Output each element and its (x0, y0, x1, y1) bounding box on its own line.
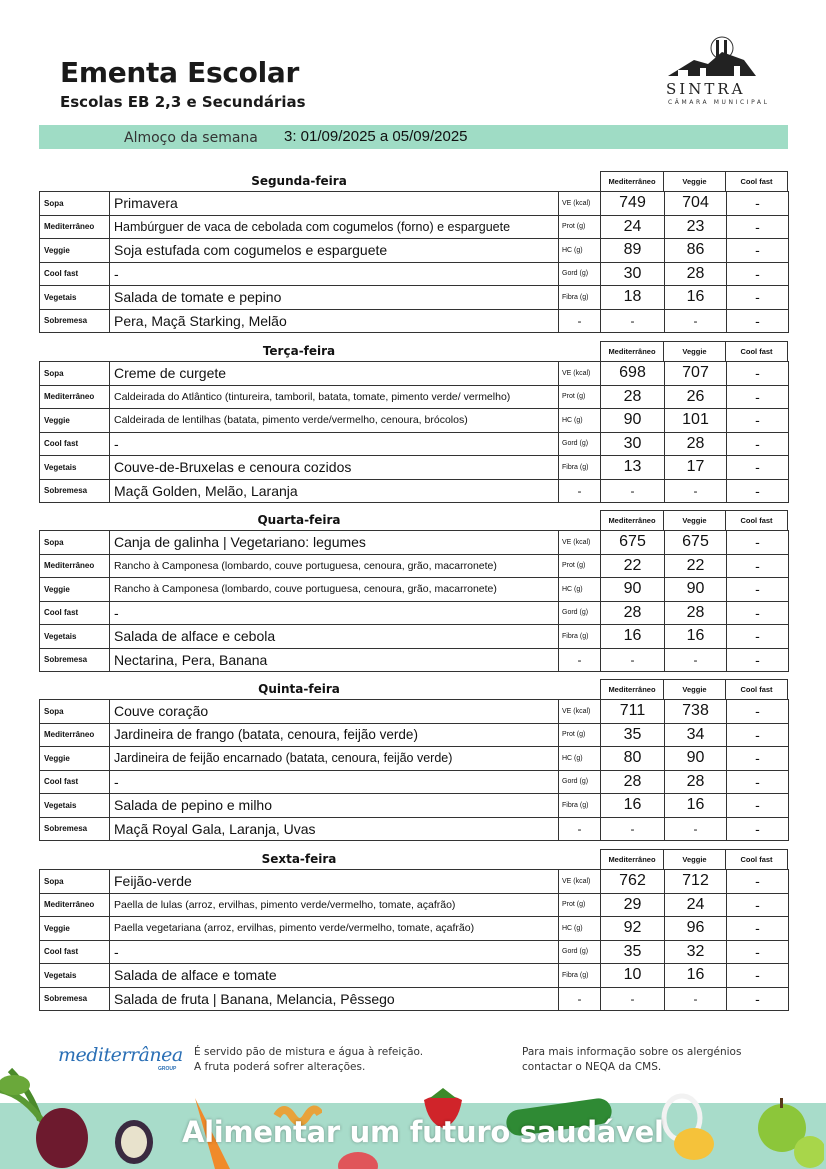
col-head-mediterraneo: Mediterrâneo (600, 679, 664, 699)
page-title: Ementa Escolar (60, 56, 299, 89)
value-mediterraneo: - (601, 310, 665, 334)
col-head-veggie: Veggie (664, 679, 726, 699)
dish-name: Jardineira de frango (batata, cenoura, feijão verde) (110, 724, 559, 748)
mediterranea-logo: mediterrânea (58, 1044, 183, 1066)
row-label: Vegetais (40, 964, 110, 988)
value-cool-fast: - (727, 724, 789, 748)
row-label: Sobremesa (40, 310, 110, 334)
value-veggie: 24 (665, 894, 727, 918)
value-cool-fast: - (727, 480, 789, 504)
value-veggie: 96 (665, 917, 727, 941)
value-veggie: 34 (665, 724, 727, 748)
row-label: Sopa (40, 531, 110, 555)
value-mediterraneo: - (601, 649, 665, 673)
table-row (40, 649, 789, 673)
value-mediterraneo: 89 (601, 239, 665, 263)
nutrient-label: Gord (g) (559, 771, 601, 795)
day-table (39, 699, 789, 841)
nutrient-label: Fibra (g) (559, 286, 601, 310)
value-cool-fast: - (727, 894, 789, 918)
table-row (40, 310, 789, 334)
row-label: Veggie (40, 239, 110, 263)
day-table (39, 530, 789, 672)
mediterranea-logo-sub: GROUP (158, 1066, 177, 1072)
nutrient-label: - (559, 649, 601, 673)
table-row (40, 263, 789, 287)
nutrient-label: Prot (g) (559, 386, 601, 410)
row-label: Cool fast (40, 602, 110, 626)
value-mediterraneo: 698 (601, 362, 665, 386)
value-cool-fast: - (727, 870, 789, 894)
row-label: Sopa (40, 700, 110, 724)
value-cool-fast: - (727, 941, 789, 965)
value-cool-fast: - (727, 310, 789, 334)
value-cool-fast: - (727, 964, 789, 988)
nutrient-label: HC (g) (559, 578, 601, 602)
strawberry-slice-icon (336, 1152, 380, 1169)
col-head-cool-fast: Cool fast (726, 341, 788, 361)
footer-slogan: Alimentar um futuro saudável (182, 1115, 664, 1149)
nutrient-label: VE (kcal) (559, 362, 601, 386)
value-mediterraneo: 90 (601, 409, 665, 433)
value-cool-fast: - (727, 917, 789, 941)
value-veggie: 28 (665, 433, 727, 457)
dish-name: Couve-de-Bruxelas e cenoura cozidos (110, 456, 559, 480)
value-mediterraneo: 711 (601, 700, 665, 724)
col-head-cool-fast: Cool fast (726, 679, 788, 699)
nutrient-label: Gord (g) (559, 941, 601, 965)
row-label: Cool fast (40, 263, 110, 287)
col-head-mediterraneo: Mediterrâneo (600, 171, 664, 191)
sintra-palace-icon (664, 30, 764, 110)
value-cool-fast: - (727, 649, 789, 673)
beetroot-icon (0, 1060, 100, 1169)
value-mediterraneo: 10 (601, 964, 665, 988)
value-mediterraneo: 35 (601, 941, 665, 965)
value-mediterraneo: 749 (601, 192, 665, 216)
value-veggie: 32 (665, 941, 727, 965)
value-cool-fast: - (727, 286, 789, 310)
day-name: Segunda-feira (251, 174, 347, 188)
value-cool-fast: - (727, 456, 789, 480)
table-row (40, 700, 789, 724)
value-cool-fast: - (727, 602, 789, 626)
nutrient-label: Gord (g) (559, 602, 601, 626)
value-mediterraneo: 13 (601, 456, 665, 480)
row-label: Sobremesa (40, 649, 110, 673)
value-veggie: - (665, 988, 727, 1012)
nutrient-label: Prot (g) (559, 894, 601, 918)
value-cool-fast: - (727, 386, 789, 410)
value-cool-fast: - (727, 771, 789, 795)
table-row (40, 286, 789, 310)
dish-name: Salada de alface e cebola (110, 625, 559, 649)
row-label: Veggie (40, 747, 110, 771)
row-label: Sobremesa (40, 480, 110, 504)
table-row (40, 988, 789, 1012)
nutrient-label: HC (g) (559, 409, 601, 433)
logo-subtitle: CÂMARA MUNICIPAL (668, 99, 770, 106)
dish-name: Salada de alface e tomate (110, 964, 559, 988)
value-veggie: 16 (665, 964, 727, 988)
nutrient-label: VE (kcal) (559, 700, 601, 724)
dish-name: Caldeirada do Atlântico (tintureira, tamboril, batata, tomate, pimento verde/ vermelho) (110, 386, 559, 410)
nutrient-label: Gord (g) (559, 433, 601, 457)
day-name: Quarta-feira (257, 513, 341, 527)
day-name: Terça-feira (262, 344, 336, 358)
day-header (39, 340, 789, 361)
value-veggie: 16 (665, 286, 727, 310)
day-table (39, 869, 789, 1011)
row-label: Sobremesa (40, 988, 110, 1012)
row-label: Cool fast (40, 771, 110, 795)
value-cool-fast: - (727, 555, 789, 579)
value-mediterraneo: 35 (601, 724, 665, 748)
col-head-cool-fast: Cool fast (726, 510, 788, 530)
row-label: Mediterrâneo (40, 386, 110, 410)
row-label: Vegetais (40, 794, 110, 818)
value-veggie: 17 (665, 456, 727, 480)
value-cool-fast: - (727, 700, 789, 724)
value-mediterraneo: 80 (601, 747, 665, 771)
value-mediterraneo: - (601, 988, 665, 1012)
dish-name: - (110, 433, 559, 457)
table-row (40, 239, 789, 263)
table-row (40, 362, 789, 386)
value-cool-fast: - (727, 362, 789, 386)
dish-name: Maçã Golden, Melão, Laranja (110, 480, 559, 504)
value-mediterraneo: 24 (601, 216, 665, 240)
table-row (40, 747, 789, 771)
dish-name: Hambúrguer de vaca de cebolada com cogumelos (forno) e esparguete (110, 216, 559, 240)
value-cool-fast: - (727, 794, 789, 818)
dish-name: Creme de curgete (110, 362, 559, 386)
row-label: Sopa (40, 192, 110, 216)
table-row (40, 409, 789, 433)
table-row (40, 192, 789, 216)
value-veggie: 16 (665, 794, 727, 818)
dish-name: Maçã Royal Gala, Laranja, Uvas (110, 818, 559, 842)
value-cool-fast: - (727, 192, 789, 216)
nutrient-label: - (559, 480, 601, 504)
nutrient-label: Prot (g) (559, 216, 601, 240)
dish-name: Salada de fruta | Banana, Melancia, Pêssego (110, 988, 559, 1012)
value-veggie: 707 (665, 362, 727, 386)
value-cool-fast: - (727, 239, 789, 263)
value-mediterraneo: 762 (601, 870, 665, 894)
row-label: Veggie (40, 409, 110, 433)
value-mediterraneo: 90 (601, 578, 665, 602)
nutrient-label: Fibra (g) (559, 794, 601, 818)
table-row (40, 531, 789, 555)
value-cool-fast: - (727, 578, 789, 602)
row-label: Sobremesa (40, 818, 110, 842)
day-section (39, 678, 789, 841)
value-mediterraneo: 16 (601, 794, 665, 818)
value-cool-fast: - (727, 433, 789, 457)
value-cool-fast: - (727, 409, 789, 433)
day-header (39, 170, 789, 191)
value-veggie: - (665, 649, 727, 673)
day-section (39, 340, 789, 503)
row-label: Mediterrâneo (40, 555, 110, 579)
table-row (40, 456, 789, 480)
nutrient-label: Gord (g) (559, 263, 601, 287)
nutrient-label: Fibra (g) (559, 456, 601, 480)
value-mediterraneo: 16 (601, 625, 665, 649)
day-header (39, 848, 789, 869)
value-mediterraneo: - (601, 818, 665, 842)
day-header (39, 509, 789, 530)
table-row (40, 480, 789, 504)
col-head-cool-fast: Cool fast (726, 849, 788, 869)
value-veggie: 675 (665, 531, 727, 555)
table-row (40, 724, 789, 748)
day-section (39, 848, 789, 1011)
value-veggie: 86 (665, 239, 727, 263)
value-veggie: 738 (665, 700, 727, 724)
value-mediterraneo: 28 (601, 602, 665, 626)
note-bread-fruit (194, 1045, 423, 1075)
day-table (39, 191, 789, 333)
value-mediterraneo: 28 (601, 386, 665, 410)
col-head-cool-fast: Cool fast (726, 171, 788, 191)
dish-name: Caldeirada de lentilhas (batata, pimento verde/vermelho, cenoura, brócolos) (110, 409, 559, 433)
value-cool-fast: - (727, 625, 789, 649)
row-label: Mediterrâneo (40, 216, 110, 240)
col-head-veggie: Veggie (664, 510, 726, 530)
dish-name: Paella vegetariana (arroz, ervilhas, pimento verde/vermelho, tomate, açafrão) (110, 917, 559, 941)
dish-name: Nectarina, Pera, Banana (110, 649, 559, 673)
col-head-veggie: Veggie (664, 849, 726, 869)
table-row (40, 771, 789, 795)
row-label: Vegetais (40, 286, 110, 310)
table-row (40, 433, 789, 457)
logo-name: SINTRA (666, 80, 746, 98)
row-label: Sopa (40, 362, 110, 386)
table-row (40, 555, 789, 579)
dish-name: Couve coração (110, 700, 559, 724)
dish-name: Jardineira de feijão encarnado (batata, cenoura, feijão verde) (110, 747, 559, 771)
value-veggie: 712 (665, 870, 727, 894)
table-row (40, 894, 789, 918)
day-table (39, 361, 789, 503)
value-mediterraneo: 92 (601, 917, 665, 941)
col-head-mediterraneo: Mediterrâneo (600, 849, 664, 869)
value-cool-fast: - (727, 216, 789, 240)
nutrient-label: Fibra (g) (559, 964, 601, 988)
value-mediterraneo: 675 (601, 531, 665, 555)
eggplant-slice-icon (112, 1118, 156, 1166)
table-row (40, 578, 789, 602)
value-veggie: 16 (665, 625, 727, 649)
col-head-veggie: Veggie (664, 171, 726, 191)
dish-name: Feijão-verde (110, 870, 559, 894)
table-row (40, 602, 789, 626)
col-head-mediterraneo: Mediterrâneo (600, 341, 664, 361)
value-veggie: 90 (665, 578, 727, 602)
value-mediterraneo: 30 (601, 263, 665, 287)
dish-name: Canja de galinha | Vegetariano: legumes (110, 531, 559, 555)
note-allergens-line2: contactar o NEQA da CMS. (522, 1061, 662, 1073)
table-row (40, 964, 789, 988)
dish-name: Pera, Maçã Starking, Melão (110, 310, 559, 334)
table-row (40, 870, 789, 894)
dish-name: - (110, 771, 559, 795)
value-mediterraneo: 29 (601, 894, 665, 918)
dish-name: Rancho à Camponesa (lombardo, couve portuguesa, cenoura, grão, macarronete) (110, 578, 559, 602)
value-veggie: 23 (665, 216, 727, 240)
row-label: Sopa (40, 870, 110, 894)
day-section (39, 509, 789, 672)
nutrient-label: Fibra (g) (559, 625, 601, 649)
value-veggie: - (665, 818, 727, 842)
nutrient-label: HC (g) (559, 747, 601, 771)
dish-name: Primavera (110, 192, 559, 216)
day-name: Quinta-feira (258, 682, 340, 696)
value-veggie: 26 (665, 386, 727, 410)
nutrient-label: - (559, 988, 601, 1012)
dish-name: - (110, 263, 559, 287)
note-allergens (522, 1045, 741, 1075)
dish-name: - (110, 602, 559, 626)
row-label: Cool fast (40, 941, 110, 965)
day-name: Sexta-feira (261, 852, 337, 866)
nutrient-label: VE (kcal) (559, 870, 601, 894)
col-head-mediterraneo: Mediterrâneo (600, 510, 664, 530)
value-cool-fast: - (727, 818, 789, 842)
table-row (40, 917, 789, 941)
value-veggie: 28 (665, 602, 727, 626)
table-row (40, 794, 789, 818)
row-label: Cool fast (40, 433, 110, 457)
row-label: Veggie (40, 578, 110, 602)
value-mediterraneo: 22 (601, 555, 665, 579)
dish-name: Salada de tomate e pepino (110, 286, 559, 310)
dish-name: Salada de pepino e milho (110, 794, 559, 818)
value-veggie: 28 (665, 771, 727, 795)
value-cool-fast: - (727, 263, 789, 287)
value-mediterraneo: 30 (601, 433, 665, 457)
nutrient-label: - (559, 818, 601, 842)
row-label: Mediterrâneo (40, 724, 110, 748)
nutrient-label: HC (g) (559, 239, 601, 263)
table-row (40, 818, 789, 842)
day-header (39, 678, 789, 699)
value-cool-fast: - (727, 988, 789, 1012)
nutrient-label: VE (kcal) (559, 192, 601, 216)
value-mediterraneo: 18 (601, 286, 665, 310)
row-label: Veggie (40, 917, 110, 941)
dish-name: Paella de lulas (arroz, ervilhas, pimento verde/vermelho, tomate, açafrão) (110, 894, 559, 918)
row-label: Mediterrâneo (40, 894, 110, 918)
page-subtitle: Escolas EB 2,3 e Secundárias (60, 93, 306, 111)
nutrient-label: - (559, 310, 601, 334)
value-mediterraneo: - (601, 480, 665, 504)
day-section (39, 170, 789, 333)
note-bread: É servido pão de mistura e água à refeição. (194, 1046, 424, 1058)
value-veggie: 90 (665, 747, 727, 771)
note-fruit: A fruta poderá sofrer alterações. (194, 1061, 366, 1073)
dish-name: - (110, 941, 559, 965)
value-veggie: - (665, 480, 727, 504)
dish-name: Rancho à Camponesa (lombardo, couve portuguesa, cenoura, grão, macarronete) (110, 555, 559, 579)
nutrient-label: VE (kcal) (559, 531, 601, 555)
nutrient-label: Prot (g) (559, 555, 601, 579)
value-mediterraneo: 28 (601, 771, 665, 795)
value-veggie: 101 (665, 409, 727, 433)
col-head-veggie: Veggie (664, 341, 726, 361)
apple-icon (752, 1092, 824, 1169)
table-row (40, 625, 789, 649)
value-veggie: - (665, 310, 727, 334)
table-row (40, 216, 789, 240)
value-cool-fast: - (727, 747, 789, 771)
row-label: Vegetais (40, 625, 110, 649)
value-veggie: 28 (665, 263, 727, 287)
nutrient-label: Prot (g) (559, 724, 601, 748)
note-allergens-line1: Para mais informação sobre os alergénios (522, 1046, 742, 1058)
week-range: 3: 01/09/2025 a 05/09/2025 (284, 128, 468, 145)
row-label: Vegetais (40, 456, 110, 480)
week-label: Almoço da semana (124, 130, 258, 146)
table-row (40, 386, 789, 410)
table-row (40, 941, 789, 965)
dish-name: Soja estufada com cogumelos e esparguete (110, 239, 559, 263)
value-veggie: 704 (665, 192, 727, 216)
nutrient-label: HC (g) (559, 917, 601, 941)
value-cool-fast: - (727, 531, 789, 555)
value-veggie: 22 (665, 555, 727, 579)
